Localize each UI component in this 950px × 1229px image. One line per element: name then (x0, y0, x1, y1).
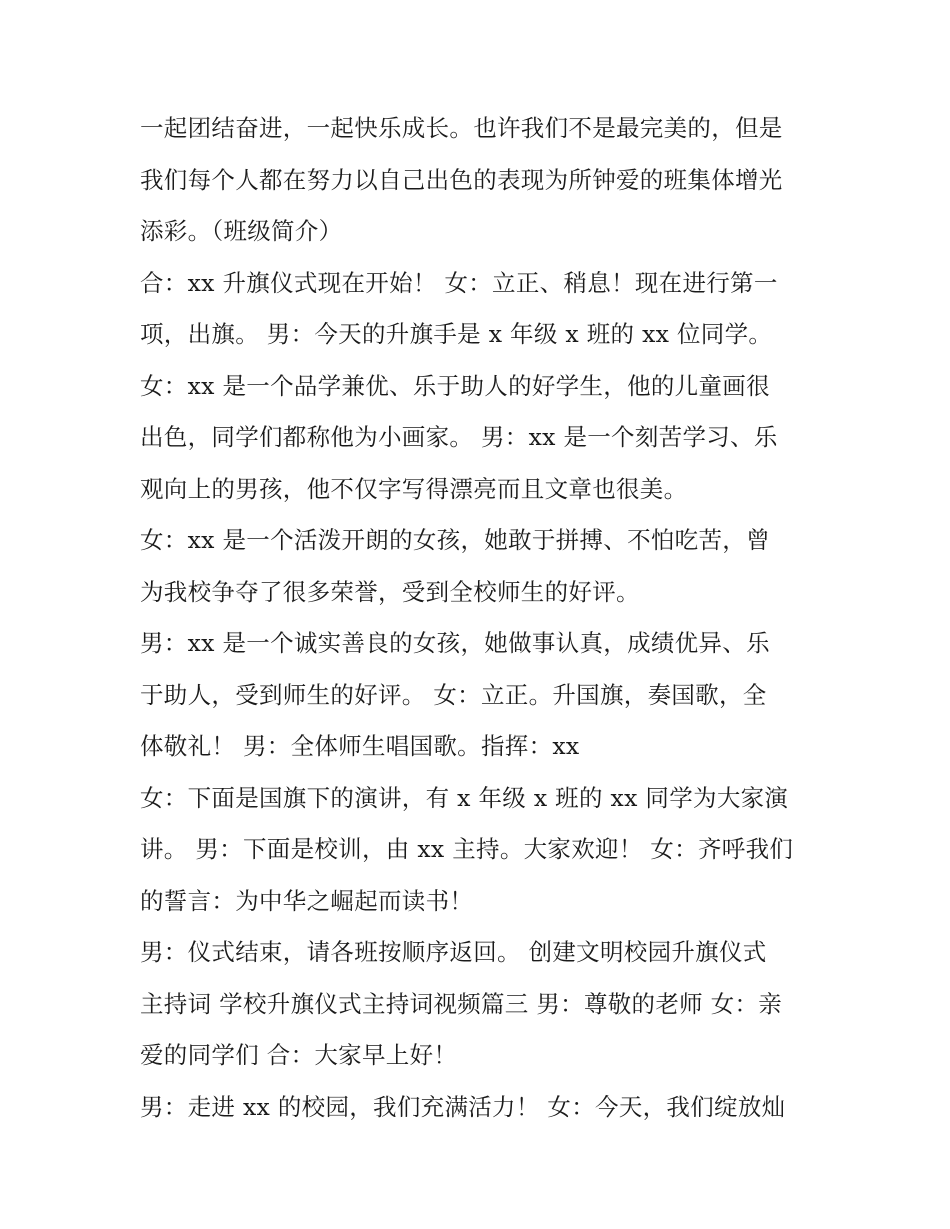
text-line: 的誓言：为中华之崛起而读书！ (140, 886, 474, 915)
text-line: 体敬礼！ 男：全体师生唱国歌。指挥：xx (140, 732, 580, 760)
document-body (140, 103, 820, 1133)
text-line: 我们每个人都在努力以自己出色的表现为所钟爱的班集体增光 (140, 165, 783, 194)
text-line: 男：仪式结束，请各班按顺序返回。 创建文明校园升旗仪式 (140, 938, 767, 966)
text-line: 男：走进 xx 的校园，我们充满活力！ 女：今天，我们绽放灿 (140, 1092, 786, 1121)
text-line: 女：xx 是一个品学兼优、乐于助人的好学生，他的儿童画很 (140, 371, 770, 400)
text-line: 为我校争夺了很多荣誉，受到全校师生的好评。 (140, 577, 640, 606)
text-line: 添彩。（班级简介） (140, 217, 343, 245)
text-line: 观向上的男孩，他不仅字写得漂亮而且文章也很美。 (140, 474, 688, 503)
text-line: 女：下面是国旗下的演讲，有 x 年级 x 班的 xx 同学为大家演 (140, 783, 789, 812)
text-line: 主持词 学校升旗仪式主持词视频篇三 男：尊敬的老师 女：亲 (140, 989, 783, 1018)
text-line: 女：xx 是一个活泼开朗的女孩，她敢于拼搏、不怕吃苦，曾 (140, 526, 770, 554)
text-line: 爱的同学们 合：大家早上好！ (140, 1041, 458, 1069)
text-line: 项，出旗。 男：今天的升旗手是 x 年级 x 班的 xx 位同学。 (140, 320, 773, 348)
text-line: 合：xx 升旗仪式现在开始！ 女：立正、稍息！现在进行第一 (140, 268, 778, 297)
text-line: 男：xx 是一个诚实善良的女孩，她做事认真，成绩优异、乐 (140, 629, 770, 657)
text-line: 一起团结奋进，一起快乐成长。也许我们不是最完美的，但是 (140, 114, 783, 142)
text-line: 出色，同学们都称他为小画家。 男：xx 是一个刻苦学习、乐 (140, 423, 778, 451)
text-line: 于助人，受到师生的好评。 女：立正。升国旗，奏国歌，全 (140, 680, 767, 709)
text-line: 讲。 男：下面是校训，由 xx 主持。大家欢迎！ 女：齐呼我们 (140, 835, 794, 863)
